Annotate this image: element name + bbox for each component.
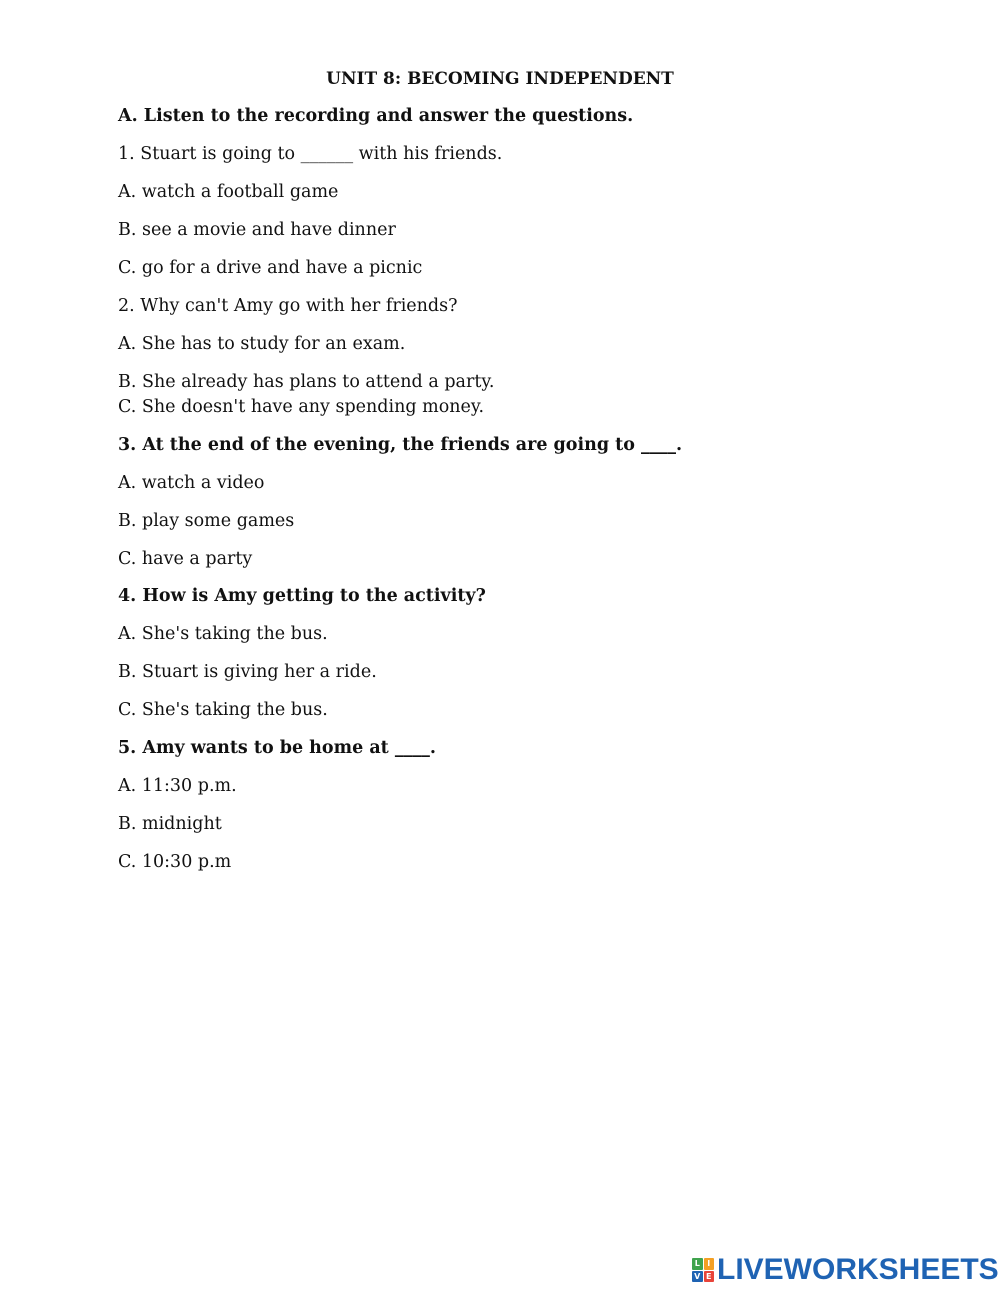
question-3-option-b: B. play some games	[118, 511, 295, 531]
question-4-option-c: C. She's taking the bus.	[118, 700, 328, 720]
logo-mark-i: I	[704, 1258, 715, 1270]
question-2-option-a: A. She has to study for an exam.	[118, 334, 406, 354]
logo-mark-v: V	[692, 1271, 703, 1283]
section-heading: A. Listen to the recording and answer the questions.	[118, 106, 634, 126]
question-4-option-a: A. She's taking the bus.	[118, 624, 328, 644]
question-2-option-c: C. She doesn't have any spending money.	[118, 397, 485, 417]
question-5-option-c: C. 10:30 p.m	[118, 852, 232, 872]
question-2-option-b: B. She already has plans to attend a party.	[118, 372, 495, 392]
question-3-option-a: A. watch a video	[118, 473, 265, 493]
question-3-option-c: C. have a party	[118, 549, 253, 569]
liveworksheets-logo	[692, 1253, 999, 1286]
logo-wordmark: LIVEWORKSHEETS	[717, 1253, 999, 1286]
question-1-option-b: B. see a movie and have dinner	[118, 220, 396, 240]
logo-mark-l: L	[692, 1258, 703, 1270]
question-1-option-a: A. watch a football game	[118, 182, 339, 202]
question-2-prompt: 2. Why can't Amy go with her friends?	[118, 296, 458, 316]
question-4-option-b: B. Stuart is giving her a ride.	[118, 662, 377, 682]
worksheet-title: UNIT 8: BECOMING INDEPENDENT	[326, 69, 674, 89]
liveworksheets-logo-icon	[692, 1258, 714, 1282]
question-1-option-c: C. go for a drive and have a picnic	[118, 258, 423, 278]
question-5-option-b: B. midnight	[118, 814, 222, 834]
question-5-prompt: 5. Amy wants to be home at ____.	[118, 738, 436, 758]
logo-mark-e: E	[704, 1271, 715, 1283]
question-4-prompt: 4. How is Amy getting to the activity?	[118, 586, 486, 606]
question-1-prompt: 1. Stuart is going to ______ with his friends.	[118, 144, 503, 164]
question-5-option-a: A. 11:30 p.m.	[118, 776, 237, 796]
question-3-prompt: 3. At the end of the evening, the friends are going to ____.	[118, 435, 683, 455]
